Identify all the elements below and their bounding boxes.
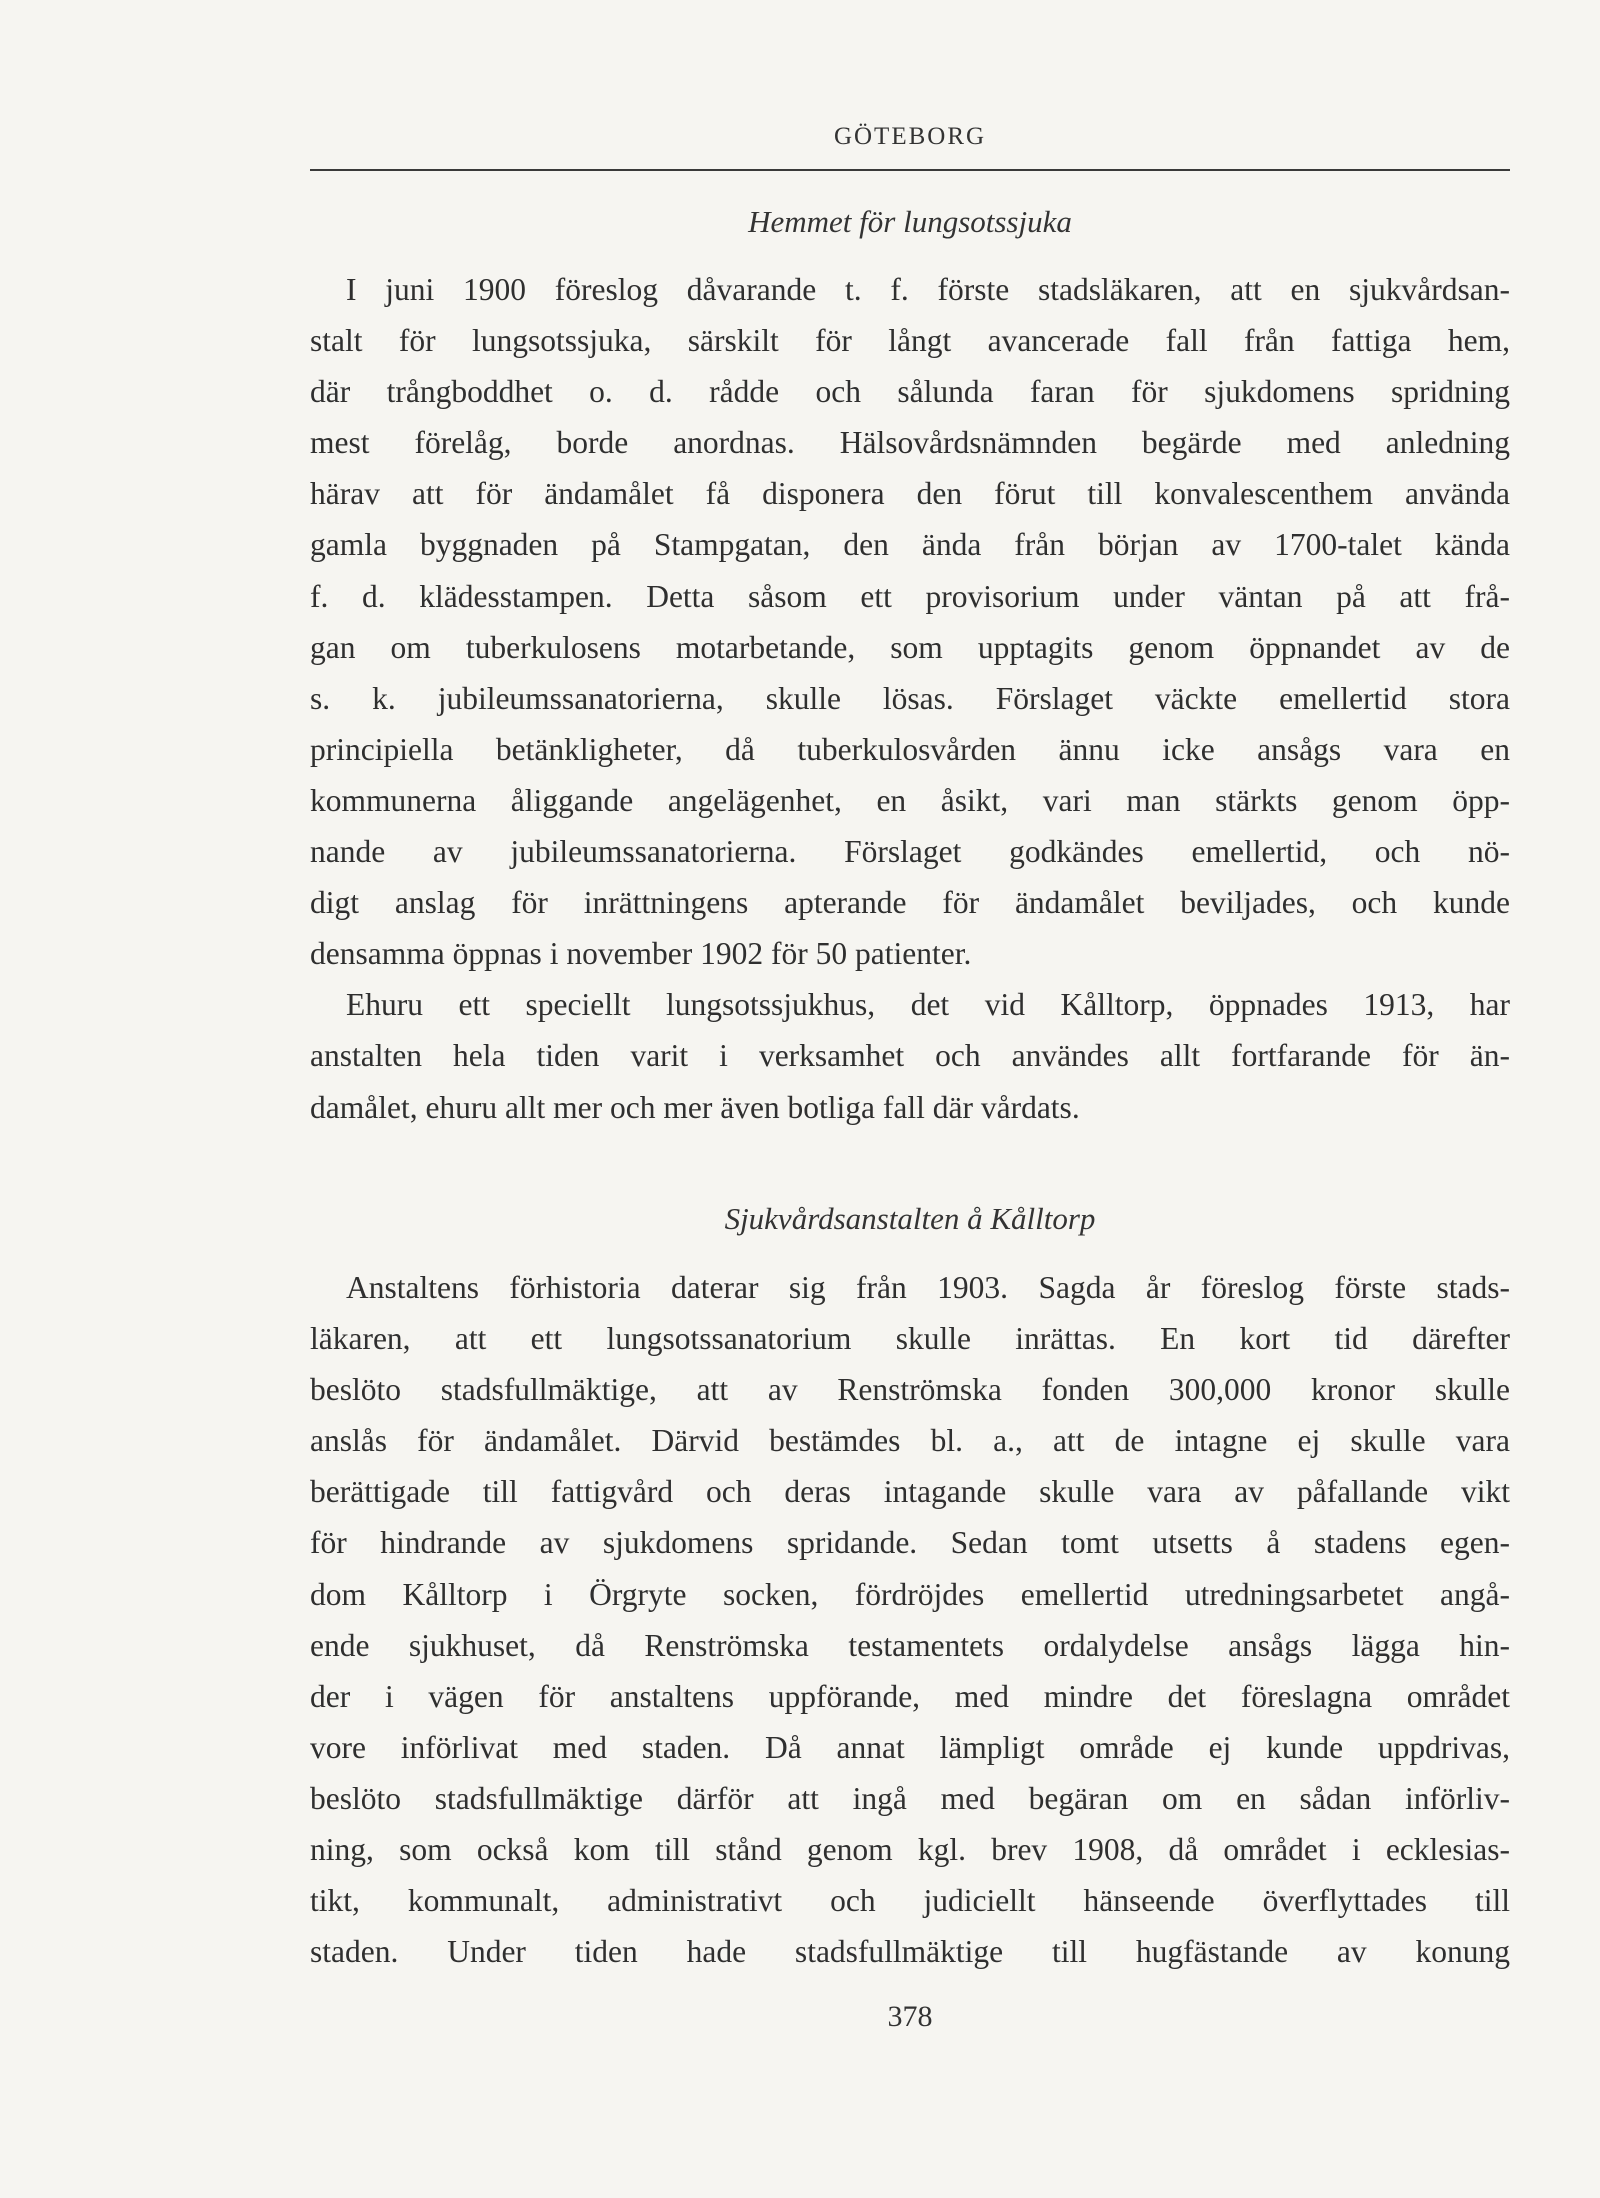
text-line: härav att för ändamålet få disponera den förut till konvalescenthem använda: [310, 476, 1510, 512]
page-number: 378: [887, 2000, 933, 2033]
text-line: för hindrande av sjukdomens spridande. Sedan tomt utsetts å stadens egen-: [310, 1525, 1510, 1561]
text-line: ende sjukhuset, då Renströmska testamentets ordalydelse ansågs lägga hin-: [310, 1627, 1510, 1663]
text-line: beslöto stadsfullmäktige därför att ingå med begäran om en sådan införliv-: [310, 1780, 1510, 1816]
text-line: anslås för ändamålet. Därvid bestämdes bl. a., att de intagne ej skulle vara: [310, 1423, 1510, 1459]
header-rule: [310, 169, 1510, 171]
text-line: mest förelåg, borde anordnas. Hälsovårdsnämnden begärde med anledning: [310, 425, 1510, 461]
book-page: [310, 0, 1510, 2198]
text-line: stalt för lungsotssjuka, särskilt för långt avancerade fall från fattiga hem,: [310, 323, 1510, 359]
text-line: gamla byggnaden på Stampgatan, den ända från början av 1700-talet kända: [310, 527, 1510, 563]
text-line: där trångboddhet o. d. rådde och sålunda faran för sjukdomens spridning: [310, 374, 1510, 410]
text-line: ning, som också kom till stånd genom kgl. brev 1908, då området i ecklesias-: [310, 1832, 1510, 1868]
text-line: vore införlivat med staden. Då annat lämpligt område ej kunde uppdrivas,: [310, 1729, 1510, 1765]
text-line: kommunerna åliggande angelägenhet, en åsikt, vari man stärkts genom öpp-: [310, 782, 1510, 818]
text-line: digt anslag för inrättningens apterande för ändamålet beviljades, och kunde: [310, 885, 1510, 921]
text-line: läkaren, att ett lungsotssanatorium skulle inrättas. En kort tid därefter: [310, 1321, 1510, 1357]
text-line: dom Kålltorp i Örgryte socken, fördröjdes emellertid utredningsarbetet angå-: [310, 1576, 1510, 1612]
section-body-hemmet: [310, 264, 1510, 1133]
text-line: nande av jubileumssanatorierna. Förslaget godkändes emellertid, och nö-: [310, 834, 1510, 870]
section-body-kalltorp: [310, 1262, 1510, 1977]
text-line: densamma öppnas i november 1902 för 50 patienter.: [310, 936, 972, 972]
section-heading-hemmet: Hemmet för lungsotssjuka: [748, 204, 1072, 239]
text-line: damålet, ehuru allt mer och mer även botliga fall där vårdats.: [310, 1089, 1080, 1125]
running-head: GÖTEBORG: [833, 123, 987, 150]
text-line: gan om tuberkulosens motarbetande, som upptagits genom öppnandet av de: [310, 629, 1510, 665]
text-line: anstalten hela tiden varit i verksamhet och användes allt fortfarande för än-: [310, 1038, 1510, 1074]
text-line: s. k. jubileumssanatorierna, skulle lösas. Förslaget väckte emellertid stora: [310, 680, 1510, 716]
text-line: berättigade till fattigvård och deras intagande skulle vara av påfallande vikt: [310, 1474, 1510, 1510]
text-line: staden. Under tiden hade stadsfullmäktige till hugfästande av konung: [310, 1934, 1510, 1970]
text-line: der i vägen för anstaltens uppförande, med mindre det föreslagna området: [310, 1678, 1510, 1714]
text-line: f. d. klädesstampen. Detta såsom ett provisorium under väntan på att frå-: [310, 578, 1510, 614]
text-line: tikt, kommunalt, administrativt och judiciellt hänseende överflyttades till: [310, 1883, 1510, 1919]
section-heading-kalltorp: Sjukvårdsanstalten å Kålltorp: [724, 1201, 1096, 1236]
text-line: Ehuru ett speciellt lungsotssjukhus, det vid Kålltorp, öppnades 1913, har: [346, 987, 1510, 1023]
text-line: principiella betänkligheter, då tuberkulosvården ännu icke ansågs vara en: [310, 731, 1510, 767]
text-line: Anstaltens förhistoria daterar sig från 1903. Sagda år föreslog förste stads-: [346, 1270, 1510, 1305]
text-line: beslöto stadsfullmäktige, att av Renströmska fonden 300,000 kronor skulle: [310, 1372, 1510, 1408]
text-line: I juni 1900 föreslog dåvarande t. f. förste stadsläkaren, att en sjukvårdsan-: [346, 272, 1510, 307]
